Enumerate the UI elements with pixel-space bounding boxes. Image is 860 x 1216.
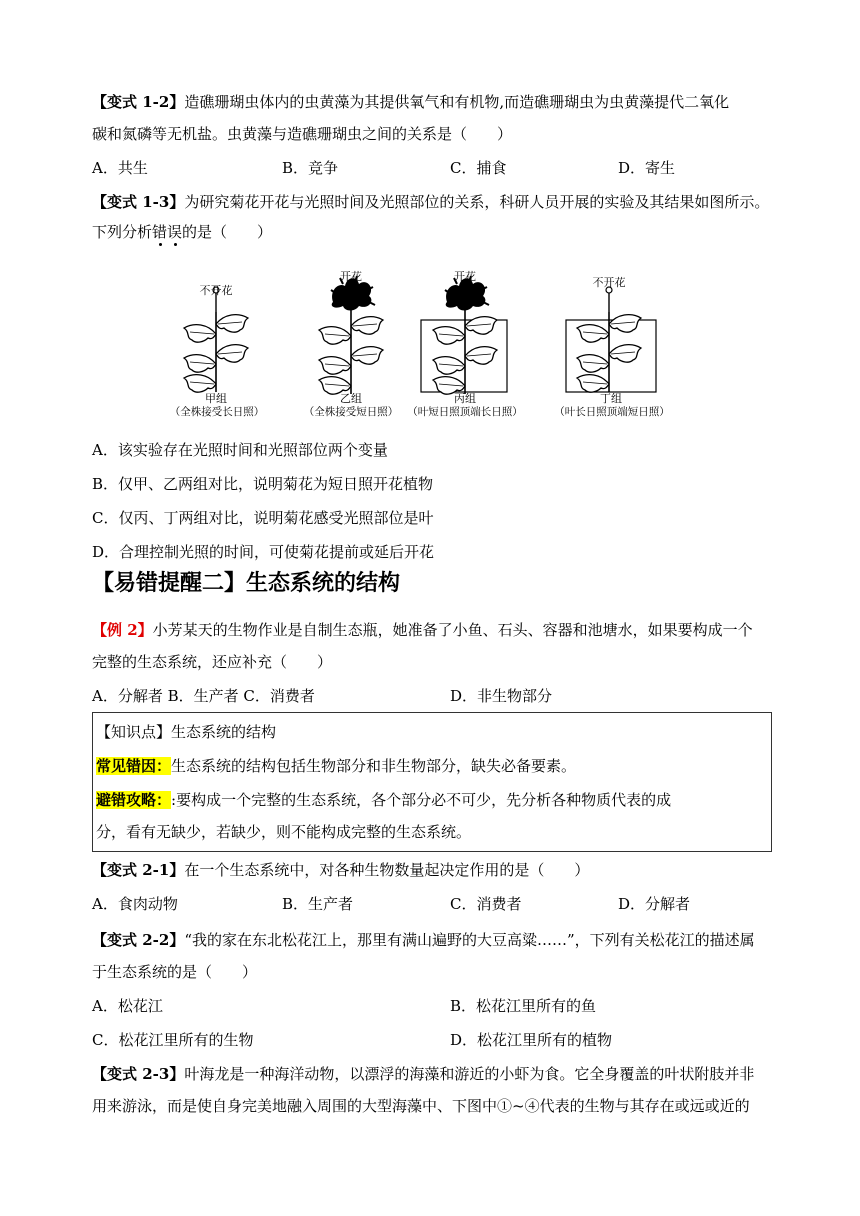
group-ding-result: 不开花 [592,276,626,289]
q1-3-option-b: B．仅甲、乙两组对比，说明菊花为短日照开花植物 [92,475,434,493]
q1-2-option-c: C．捕食 [450,159,507,177]
group-yi-desc: （全株接受短日照） [303,406,399,418]
ex2-tag: 【例 2】 [92,621,153,639]
q2-1-option-a: A．食肉动物 [92,895,178,913]
group-jia-result: 不开花 [199,284,233,297]
q1-2-stem-line2: 碳和氮磷等无机盐。虫黄藻与造礁珊瑚虫之间的关系是（ ） [92,125,513,143]
q1-2-option-b: B．竞争 [282,159,339,177]
group-bing-result: 开花 [454,270,476,283]
group-bing-plant [433,276,497,394]
q2-1-option-d: D．分解者 [618,895,691,913]
q2-1-option-c: C．消费者 [450,895,522,913]
q2-1-option-b: B．生产者 [282,895,354,913]
ex2-stem-line2: 完整的生态系统，还应补充（ ） [92,653,333,671]
q1-3-option-a: A．该实验存在光照时间和光照部位两个变量 [92,441,388,459]
group-ding-desc: （叶长日照顶端短日照） [554,406,670,418]
q1-3-tag: 【变式 1-3】 [92,193,185,211]
q2-2-stem-line2: 于生态系统的是（ ） [92,963,258,981]
avoid-tip-row2: 分，看有无缺少，若缺少，则不能构成完整的生态系统。 [96,823,472,841]
q2-3-stem-line2: 用来游泳，而是使自身完美地融入周围的大型海藻中、下图中①~④代表的生物与其存在或远或近的 [92,1097,750,1115]
group-jia-desc: （全株接受长日照） [169,406,265,418]
q1-3-option-c: C．仅丙、丁两组对比，说明菊花感受光照部位是叶 [92,509,434,527]
ex2-options-abc: A．分解者 B．生产者 C．消费者 [92,687,315,705]
common-error-row: 常见错因：生态系统的结构包括生物部分和非生物部分，缺失必备要素。 [96,757,577,775]
chrysanthemum-experiment-figure [168,262,708,422]
group-ding-name: 丁组 [600,392,622,405]
section-heading: 【易错提醒二】生态系统的结构 [92,571,401,596]
q1-2-tag: 【变式 1-2】 [92,93,185,111]
knowledge-title: 【知识点】生态系统的结构 [96,723,277,741]
ex2-stem-line1: 【例 2】小芳某天的生物作业是自制生态瓶，她准备了小鱼、石头、容器和池塘水，如果要构成一个 [92,621,753,639]
group-bing-desc: （叶短日照顶端长日照） [407,406,523,418]
q1-2-stem-line1: 【变式 1-2】造礁珊瑚虫体内的虫黄藻为其提供氧气和有机物,而造礁珊瑚虫为虫黄藻提代二氧化 [92,93,730,111]
q1-3-option-d: D．合理控制光照的时间，可使菊花提前或延后开花 [92,543,435,561]
emphasis-char-2: 误 [167,223,183,241]
group-yi-plant [319,276,383,394]
avoid-tip-label: 避错攻略： [96,791,172,809]
group-yi-name: 乙组 [340,392,362,405]
q2-2-option-a: A．松花江 [92,997,163,1015]
ex2-option-d: D．非生物部分 [450,687,553,705]
common-error-label: 常见错因： [96,757,172,775]
q1-2-option-d: D．寄生 [618,159,676,177]
q2-2-tag: 【变式 2-2】 [92,931,185,949]
q2-1-tag: 【变式 2-1】 [92,861,185,879]
q2-2-option-d: D．松花江里所有的植物 [450,1031,613,1049]
q1-2-option-a: A．共生 [92,159,148,177]
group-yi-result: 开花 [340,270,362,283]
group-bing-name: 丙组 [454,392,476,405]
group-jia-name: 甲组 [205,392,227,405]
q2-3-tag: 【变式 2-3】 [92,1065,185,1083]
q2-2-stem-line1: 【变式 2-2】“我的家在东北松花江上，那里有满山遍野的大豆高粱……”，下列有关松花江的描述属 [92,931,755,949]
q2-2-option-b: B．松花江里所有的鱼 [450,997,597,1015]
group-jia-plant [184,287,248,392]
avoid-tip-row: 避错攻略：:要构成一个完整的生态系统，各个部分必不可少，先分析各种物质代表的成 [96,791,672,809]
q2-1-stem: 【变式 2-1】在一个生态系统中，对各种生物数量起决定作用的是（ ） [92,861,590,879]
q2-3-stem-line1: 【变式 2-3】叶海龙是一种海洋动物，以漂浮的海藻和游近的小虾为食。它全身覆盖的叶状附肢并非 [92,1065,755,1083]
q2-2-option-c: C．松花江里所有的生物 [92,1031,254,1049]
q1-3-stem-line1: 【变式 1-3】为研究菊花开花与光照时间及光照部位的关系，科研人员开展的实验及其结果如图所示。 [92,193,770,211]
emphasis-char-1: 错 [152,223,168,241]
group-ding-plant [577,287,641,392]
q1-3-stem-line2: 下列分析错误的是（ ） [92,223,273,241]
